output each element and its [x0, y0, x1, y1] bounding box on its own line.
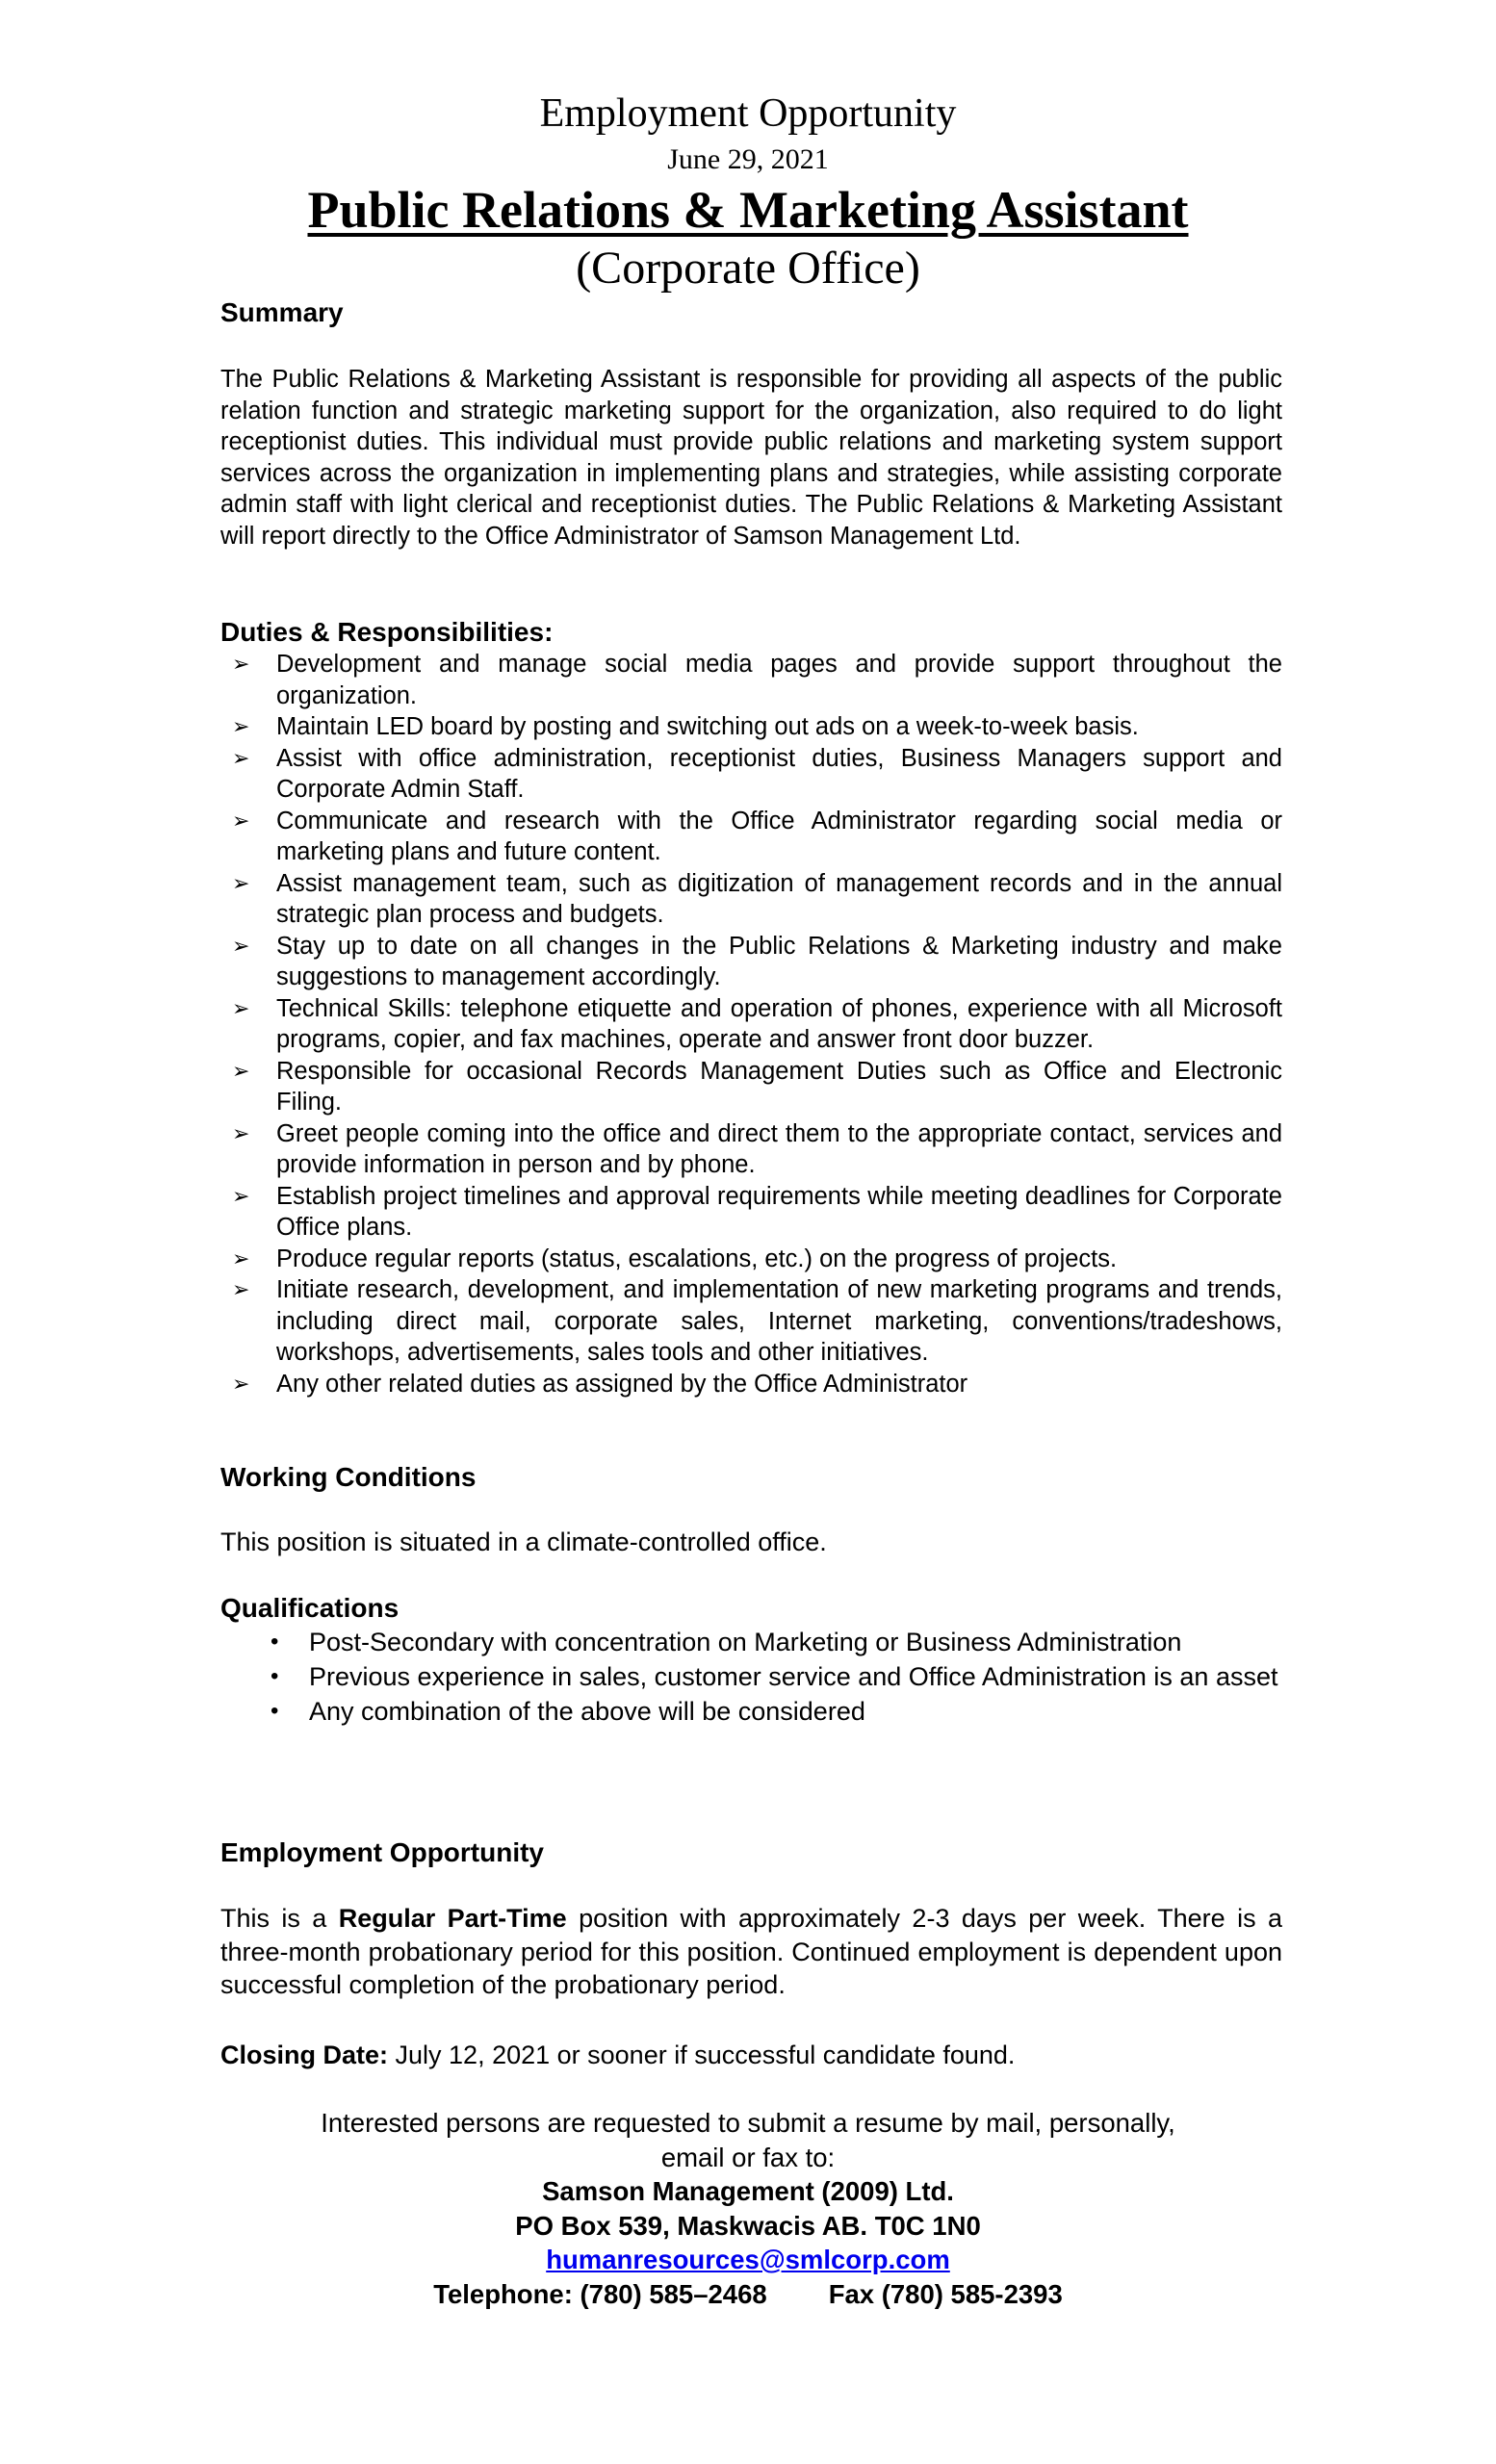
- bullet-dot-icon: •: [271, 1663, 279, 1689]
- duties-list: [220, 649, 1282, 1399]
- duty-item: [220, 1118, 1282, 1181]
- working-conditions-text: This position is situated in a climate-controlled office.: [220, 1527, 827, 1556]
- bullet-dot-icon: •: [271, 1629, 279, 1655]
- employment-section: [220, 1836, 1282, 1869]
- duty-text: Produce regular reports (status, escalations, etc.) on the progress of projects.: [276, 1245, 1118, 1272]
- duty-item: [220, 711, 1282, 743]
- qualification-item: [220, 1625, 1282, 1659]
- arrow-bullet-icon: ➢: [232, 933, 250, 958]
- duty-text: Initiate research, development, and implementation of new marketing programs and trends, including direct mail, corporate sales, Internet marketing, conventions/tradeshows, workshops, advertisements, sales tools and other initiatives.: [276, 1276, 1282, 1366]
- arrow-bullet-icon: ➢: [232, 1120, 250, 1145]
- bullet-dot-icon: •: [271, 1698, 279, 1724]
- qualification-text: Any combination of the above will be considered: [309, 1697, 865, 1726]
- job-location: (Corporate Office): [576, 243, 920, 294]
- employment-text-after: position with approximately 2-3 days per week. There is a three-month probationary period for this position. Continued employment is dependent upon successful completion of the probationary period.: [220, 1904, 1282, 1999]
- duty-text: Establish project timelines and approval requirements while meeting deadlines for Corporate Office plans.: [276, 1182, 1282, 1241]
- duty-text: Assist with office administration, receptionist duties, Business Managers support and Corporate Admin Staff.: [276, 744, 1282, 803]
- duty-item: [220, 1181, 1282, 1244]
- employment-text: [220, 1902, 1282, 2002]
- qualification-item: [220, 1659, 1282, 1694]
- job-title: [0, 179, 1496, 241]
- fax-number: Fax (780) 585-2393: [828, 2278, 1063, 2309]
- duty-item: [220, 649, 1282, 711]
- arrow-bullet-icon: ➢: [232, 1245, 250, 1270]
- arrow-bullet-icon: ➢: [232, 652, 250, 676]
- working-conditions-heading: Working Conditions: [220, 1462, 477, 1492]
- arrow-bullet-icon: ➢: [232, 745, 250, 770]
- company-name: Samson Management (2009) Ltd.: [542, 2176, 954, 2206]
- duty-item: [220, 868, 1282, 931]
- duty-item: [220, 931, 1282, 993]
- duty-item: [220, 1244, 1282, 1275]
- qualification-text: Post-Secondary with concentration on Marketing or Business Administration: [309, 1628, 1182, 1656]
- summary-section: [220, 296, 1282, 329]
- duty-item: [220, 1274, 1282, 1369]
- arrow-bullet-icon: ➢: [232, 1371, 250, 1396]
- duty-text: Technical Skills: telephone etiquette and operation of phones, experience with all Microsoft programs, copier, and fax machines, operate and answer front door buzzer.: [276, 994, 1282, 1053]
- working-conditions-section: [220, 1461, 1282, 1494]
- arrow-bullet-icon: ➢: [232, 995, 250, 1020]
- qualifications-heading: Qualifications: [220, 1593, 400, 1623]
- closing-date-value: July 12, 2021 or sooner if successful candidate found.: [388, 2040, 1016, 2069]
- duty-text: Communicate and research with the Office Administrator regarding social media or marketing plans and future content.: [276, 807, 1282, 865]
- duty-item: [220, 1369, 1282, 1400]
- duties-heading: Duties & Responsibilities:: [220, 617, 554, 647]
- arrow-bullet-icon: ➢: [232, 1058, 250, 1083]
- email-row: [0, 2243, 1496, 2277]
- summary-heading: Summary: [220, 297, 344, 327]
- qualifications-section: [220, 1592, 1282, 1729]
- arrow-bullet-icon: ➢: [232, 808, 250, 833]
- contact-section: [0, 2106, 1496, 2311]
- arrow-bullet-icon: ➢: [232, 870, 250, 895]
- duty-item: [220, 993, 1282, 1056]
- employment-heading: Employment Opportunity: [220, 1837, 544, 1867]
- duty-item: [220, 743, 1282, 806]
- arrow-bullet-icon: ➢: [232, 1277, 250, 1301]
- summary-body: [220, 364, 1282, 552]
- contact-intro-line1: Interested persons are requested to submit a resume by mail, personally,: [321, 2108, 1175, 2138]
- contact-intro-line2: email or fax to:: [660, 2142, 836, 2172]
- duty-text: Assist management team, such as digitization of management records and in the annual strategic plan process and budgets.: [276, 869, 1282, 928]
- closing-date-label: Closing Date:: [220, 2040, 389, 2069]
- telephone-number: Telephone: (780) 585–2468: [433, 2278, 767, 2309]
- qualification-item: [220, 1694, 1282, 1729]
- duty-text: Maintain LED board by posting and switching out ads on a week-to-week basis.: [276, 713, 1139, 740]
- employment-text-before: This is a: [220, 1904, 339, 1933]
- company-address: PO Box 539, Maskwacis AB. T0C 1N0: [515, 2210, 981, 2241]
- posting-date: June 29, 2021: [667, 143, 829, 175]
- header-employment-opportunity: Employment Opportunity: [539, 91, 957, 136]
- duties-section: [220, 616, 1282, 1399]
- closing-date-text: [220, 2039, 1282, 2071]
- qualifications-list: [220, 1625, 1282, 1729]
- arrow-bullet-icon: ➢: [232, 1183, 250, 1208]
- duty-text: Greet people coming into the office and direct them to the appropriate contact, services and provide information in person and by phone.: [276, 1119, 1282, 1178]
- duty-text: Development and manage social media pages and provide support throughout the organization.: [276, 651, 1282, 709]
- duty-item: [220, 806, 1282, 868]
- email-link[interactable]: humanresources@smlcorp.com: [546, 2245, 950, 2274]
- duty-text: Responsible for occasional Records Management Duties such as Office and Electronic Filing.: [276, 1057, 1282, 1116]
- summary-text: The Public Relations & Marketing Assistant is responsible for providing all aspects of the public relation function and strategic marketing support for the organization, also required to do light receptionist duties. This individual must provide public relations and marketing system support services across the organization in implementing plans and strategies, while assisting corporate admin staff with light clerical and receptionist duties. The Public Relations & Marketing Assistant will report directly to the Office Administrator of Samson Management Ltd.: [220, 366, 1282, 550]
- employment-body: [220, 1902, 1282, 2002]
- working-conditions-body: [220, 1527, 1282, 1558]
- arrow-bullet-icon: ➢: [232, 714, 250, 738]
- duty-text: Stay up to date on all changes in the Public Relations & Marketing industry and make suggestions to management accordingly.: [276, 932, 1282, 990]
- duty-item: [220, 1056, 1282, 1118]
- duty-text: Any other related duties as assigned by the Office Administrator: [276, 1370, 968, 1398]
- qualification-text: Previous experience in sales, customer service and Office Administration is an asset: [309, 1662, 1278, 1691]
- closing-date-section: [220, 2039, 1282, 2071]
- job-title-text: Public Relations & Marketing Assistant: [307, 181, 1189, 239]
- employment-type: Regular Part-Time: [338, 1904, 567, 1933]
- phone-fax-row: [0, 2277, 1496, 2312]
